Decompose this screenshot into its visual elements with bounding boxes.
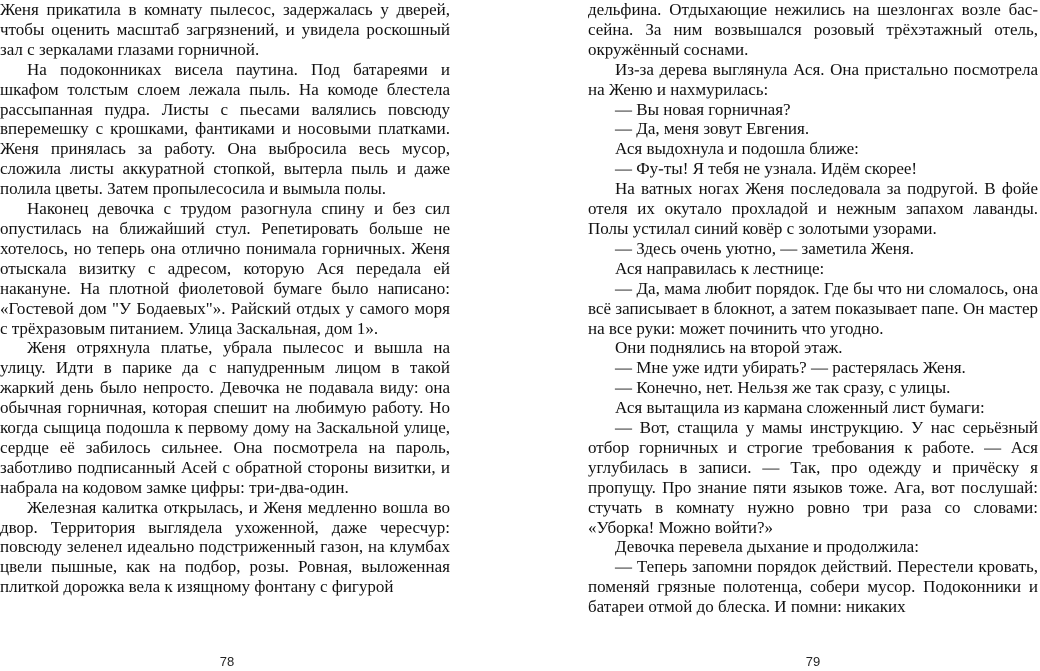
left-page — [0, 0, 450, 671]
paragraph: На подоконниках висела паутина. Под батареями и шкафом толстым слоем лежала пыль. На комоде блестела рассыпанная пудра. Листы с пьесами валялись повсюду вперемешку с крошками, фантиками и носовыми платками. Женя принялась за работу. Она выбросила весь мусор, сложила листы аккуратной стопкой, вытерла пыль и даже полила цветы. Затем пропылесосила и вымыла полы. — [0, 59, 450, 199]
left-page-text — [0, 0, 450, 597]
paragraph: Ася вытащила из кармана сложенный лист бумаги: — [615, 398, 985, 418]
paragraph: Они поднялись на второй этаж. — [615, 338, 843, 358]
dialogue-line: — Фу-ты! Я тебя не узнала. Идём скорее! — [615, 159, 918, 179]
paragraph: Ася выдохнула и подошла ближе: — [615, 139, 859, 159]
dialogue-line: — Здесь очень уютно, — заметила Женя. — [615, 238, 914, 258]
right-page-text — [588, 0, 1038, 617]
page-number: 79 — [805, 654, 821, 669]
paragraph: Женя отряхнула платье, убрала пылесос и вышла на улицу. Идти в парике да с напудренным лицом в такой жаркий день было непросто. Девочка не подавала виду: она обычная горничная, которая спешит на любимую работу. Но когда сыщица подошла к первому дому на Заскальной улице, сердце её забилось сильнее. Она посмотрела на пароль, заботливо подписанный Асей с обратной стороны визитки, и набрала на кодовом замке цифры: три-два-один. — [0, 338, 450, 497]
dialogue-line: — Вы новая горничная? — [615, 99, 791, 119]
dialogue-line: — Мне уже идти убирать? — растерялась Женя. — [615, 358, 966, 378]
dialogue-line: — Вот, стащила у мамы инструкцию. У нас серьёзный отбор горничных и строгие требования к работе. — Ася углубилась в записи. — Так, про одежду и причёску я пропущу. Про знание пяти языков тоже. Ага, вот послушай: стучать в комнату нужно ровно три раза со словами: «Уборка! Можно войти?» — [588, 418, 1038, 537]
dialogue-line: — Конечно, нет. Нельзя же так сразу, с улицы. — [615, 378, 951, 398]
paragraph: Женя прикатила в комнату пылесос, задержалась у дверей, чтобы оценить масштаб загрязнений, и увидела роскошный зал с зеркалами глазами горничной. — [0, 0, 450, 59]
right-page — [588, 0, 1038, 671]
paragraph: Девочка перевела дыхание и продолжила: — [615, 537, 919, 557]
paragraph: На ватных ногах Женя последовала за подругой. В фойе отеля их окутало прохладой и нежным запахом лаванды. Полы устилал синий ковёр с золотыми узорами. — [588, 179, 1038, 238]
dialogue-line: — Да, меня зовут Евгения. — [615, 119, 810, 139]
paragraph: дельфина. Отдыхающие нежились на шезлонгах возле бассейна. За ним возвышался розовый трёхэтажный отель, окружённый соснами. — [588, 0, 1038, 59]
paragraph: Наконец девочка с трудом разогнула спину и без сил опустилась на ближайший стул. Репетировать больше не хотелось, но теперь она отлично понимала горничных. Женя отыскала визитку с адресом, которую Ася передала ей накануне. На плотной фиолетовой бумаге было написано: «Гостевой дом "У Бодаевых"». Райский отдых у самого моря с трёхразовым питанием. Улица Заскальная, дом 1». — [0, 199, 450, 338]
paragraph: Из-за дерева выглянула Ася. Она пристально посмотрела на Женю и нахмурилась: — [588, 59, 1038, 99]
dialogue-line: — Теперь запомни порядок действий. Перестели кровать, поменяй грязные полотенца, собери мусор. Подоконники и батареи отмой до блеска. И помни: никаких — [588, 557, 1038, 617]
dialogue-line: — Да, мама любит порядок. Где бы что ни сломалось, она всё записывает в блокнот, а затем показывает папе. Он мастер на все руки: может починить что угодно. — [588, 278, 1038, 338]
paragraph: Ася направилась к лестнице: — [615, 258, 825, 278]
page-number: 78 — [219, 654, 235, 669]
paragraph: Железная калитка открылась, и Женя медленно вошла во двор. Территория выглядела ухоженной, даже чересчур: повсюду зеленел идеально подстриженный газон, на клумбах цвели пышные, как на подбор, розы. Ровная, выложенная плиткой дорожка вела к изящному фонтану с фигурой — [0, 497, 450, 597]
